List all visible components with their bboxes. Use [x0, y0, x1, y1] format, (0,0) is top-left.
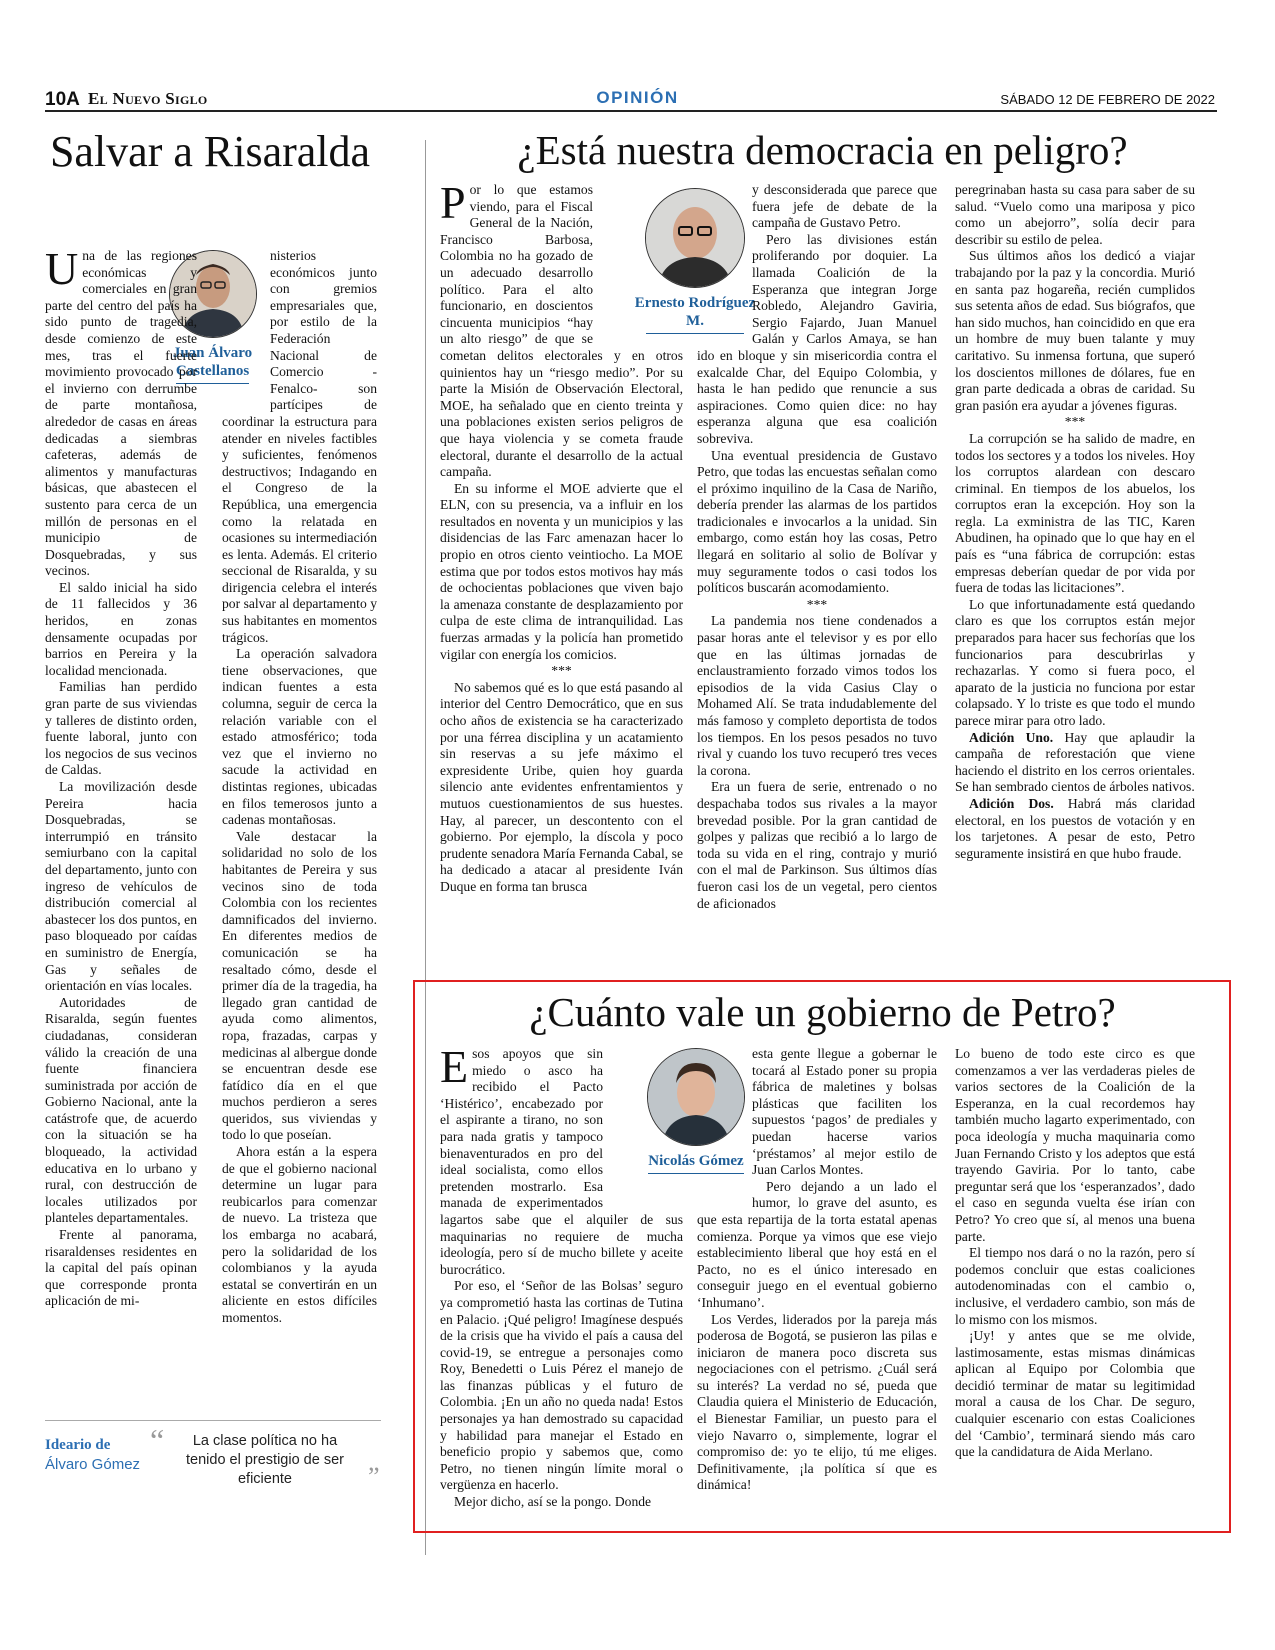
ideario-author: Álvaro Gómez: [45, 1456, 141, 1473]
open-quote-icon: “: [150, 1422, 165, 1458]
top-article-col-1: [440, 182, 683, 957]
paragraph: Una eventual presidencia de Gustavo Petro, que todas las encuestas señalan como el próximo inquilino de la Casa de Nariño, debería prender las alarmas de los partidos tradicionales e invocarlos a la unidad. Sin embargo, como están hoy las cosas, Petro llegará en solitario al solio de Bolívar y muy seguramente todos o casi todos los políticos buscarán acomodamiento.: [697, 447, 937, 596]
paragraph: La movilización desde Pereira hacia Dosquebradas, se interrumpió en tránsito semiurbano con la capital del departamento, junto con ingreso de vehículos de distribución comercial al abastecer los dos puntos, en paso bloqueado por caídas en suministro de Energía, Gas y señales de orientación en vías locales.: [45, 779, 197, 994]
paragraph: Familias han perdido gran parte de sus viviendas y talleres de distinto orden, fuente laboral, junto con los negocios de sus vecinos de Caldas.: [45, 679, 197, 778]
paragraph: Frente al panorama, risaraldenses residentes en la capital del país opinan que corresponde pronta aplicación de mi-: [45, 1227, 197, 1309]
page-number: 10A: [45, 89, 80, 110]
paragraph: Lo que infortunadamente está quedando claro es que los corruptos están mejor preparados para hacer sus fechorías que los funcionarios para descubrirlas y rechazarlas. Y como si fuera poco, el aparato de la justicia no funciona por estar colapsado. Y lo triste es que todo el mundo parece mirar para otro lado.: [955, 596, 1195, 728]
paragraph: Ahora están a la espera de que el gobierno nacional determine un lugar para reubicarlos para comenzar de nuevo. La tristeza que los embarga no acabará, pero la solidaridad de los colombianos y la ayuda estatal se convertirán en un aliciente en estos difíciles momentos.: [222, 1144, 377, 1325]
ideario-title: Ideario de: [45, 1437, 111, 1453]
issue-date: SÁBADO 12 DE FEBRERO DE 2022: [1000, 92, 1215, 107]
paragraph: La corrupción se ha salido de madre, en todos los sectores y a todos los niveles. Hoy los corruptos alardean con descaro criminal. En tiempos de los abuelos, los corruptos eran la excepción. Hoy son la regla. La exministra de las TIC, Karen Abudinen, ha opinado que lo que hay en el país es “una fábrica de corrupción: estas empresas deberían quedar de por vida por fuera de todas las licitaciones”.: [955, 430, 1195, 596]
headline-gobierno-petro: ¿Cuánto vale un gobierno de Petro?: [529, 989, 1116, 1035]
paragraph: Los Verdes, liderados por la pareja más poderosa de Bogotá, se pusieron las pilas e iniciaron de manera poco discreta sus negociaciones con el petrismo. ¿Cuál será su interés? La verdad no sé, pueda que Claudia quiera el Ministerio de Educación, el Bienestar Familiar, un puesto para el viejo Navarro o, simplemente, lograr el compromiso de: yo te elijo, tú me eliges. Definitivamente, ¡la política sí que es dinámica!: [697, 1311, 937, 1493]
drop-cap: E: [440, 1046, 469, 1092]
headline-democracia: ¿Está nuestra democracia en peligro?: [517, 127, 1128, 173]
paragraph: Mejor dicho, así se la pongo. Donde: [454, 1494, 652, 1510]
paragraph: Pero dejando a un lado el humor, lo grave del asunto, es que esta repartija de la torta estatal apenas comienza. Porque ya vimos que ese viejo establecimiento liberal que hoy está en el Pacto, no es el único interesado en conseguir juego en el eventual gobierno ‘Inhumano’.: [697, 1178, 937, 1310]
ideario-quote: La clase política no ha tenido el prestigio de ser eficiente: [186, 1433, 344, 1487]
close-quote-icon: ”: [368, 1462, 380, 1491]
bottom-article-col-2: [697, 1046, 937, 1526]
left-article-col-2: [222, 248, 377, 1408]
separator: ***: [1064, 414, 1086, 430]
paragraph: Esos apoyos que sin miedo o asco ha recibido el Pacto ‘Histérico’, encabezado por el aspirante a tirano, no son para nada gratis y tampoco bienaventurados en pro del ideal socialista, como ellos pretenden mostrarlo. Esa manada de experimentados lagartos sabe que el alquiler de sus maquinarias no requiere de mucha ideología, pero sí de mucho billete y aceite burocrático.: [440, 1046, 683, 1277]
paragraph: Pero las divisiones están proliferando por doquier. La llamada Coalición de la Esperanza que integran Jorge Robledo, Alejandro Gaviria, Sergio Fajardo, Juan Manuel Galán y Carlos Amaya, se han ido en bloque y sin misericordia contra el exalcalde Char, del Equipo Colombia, y hasta le han pedido que renuncie a sus aspiraciones. Como quien dice: no hay esperanza alguna que esa coalición sobreviva.: [697, 231, 937, 446]
paragraph: Sus últimos años los dedicó a viajar trabajando por la paz y la concordia. Murió en santa paz hogareña, recién cumplidos sus setenta años de edad. Sus biógrafos, que han sido muchos, han coincidido en que era un hombre de muy buen talante y muy caritativo. Su inmensa fortuna, que superó los doscientos millones de dólares, fue en gran parte dedicada a obras de caridad. Su gran pasión era ayudar a jóvenes figuras.: [955, 248, 1195, 413]
paragraph: La operación salvadora tiene observaciones, que indican fuentes a esta columna, seguir de cerca la relación variable con el estado atmosférico; toda vez que el invierno no sacude la actividad en distintas regiones, ubicadas en filos temerosos junto a cadenas montañosas.: [222, 646, 377, 828]
paragraph: esta gente llegue a gobernar le tocará al Estado poner su propia fábrica de maletines y bolsas plásticas que faciliten los supuestos ‘pagos’ de prediales y puedan hacerse varios ‘préstamos’ al mejor estilo de Juan Carlos Montes.: [752, 1046, 937, 1178]
paragraph: El saldo inicial ha sido de 11 fallecidos y 36 heridos, en zonas densamente ocupadas por barrios en Pereira y la localidad mencionada.: [45, 579, 197, 678]
drop-cap: U: [45, 248, 79, 294]
left-article-col-1: [45, 248, 197, 1408]
paragraph: Lo bueno de todo este circo es que comenzamos a ver las verdaderas pieles de varios sectores de la Coalición de la Esperanza, en la cual recordemos hay también mucho lagarto experimentado, con poca ideología y mucha maquinaria como Juan Fernando Cristo y los adeptos que está trayendo Gaviria. Por lo tanto, cabe preguntar será que los ‘esperanzados’, dado el caso en segunda vuelta ése irían con Petro? Yo creo que sí, al menos una buena parte.: [955, 1046, 1195, 1244]
paragraph: La pandemia nos tiene condenados a pasar horas ante el televisor y es por ello que en las últimas jornadas de enclaustramiento forzado vimos todos los episodios de la vida Casius Clay o Mohamed Alí. Se trata indudablemente del más famoso y completo deportista de todos los tiempos. En los pesos pesados no tuvo rival y cuando los tuvo recuperó tres veces la corona.: [697, 613, 937, 778]
paragraph: Adición Uno. Hay que aplaudir la campaña de reforestación que viene haciendo el distrito en los cerros orientales. Se han sembrado cientos de árboles nativos.: [955, 729, 1195, 795]
paragraph: Autoridades de Risaralda, según fuentes ciudadanas, consideran válido la creación de una fuente financiera suministrada por acción de Gobierno Nacional, ante la catástrofe que, de acuerdo con la situación se ha bloqueado, la actividad educativa en lo urbano y rural, con destrucción de locales utilizados por planteles departamentales.: [45, 994, 197, 1226]
paragraph: Por lo que estamos viendo, para el Fiscal General de la Nación, Francisco Barbosa, Colombia no ha gozado de un adecuado desarrollo político. Para el alto funcionario, en doscientos cincuenta municipios “hay un alto riesgo” de que se cometan delitos electorales y en otros quinientos hay un “riesgo medio”. Por su parte la Misión de Observación Electoral, MOE, ha señalado que en ciento treinta y una poblaciones existen serios peligros de que haya violencia y se cometa fraude electoral, durante el desarrollo de la actual campaña.: [440, 182, 683, 480]
paragraph: En su informe el MOE advierte que el ELN, con su presencia, va a influir en los resultados en noventa y un municipios y las disidencias de las Farc amenazan hacer lo propio en otros ciento veintiocho. La MOE estima que por todos estos motivos hay más de ochocientas poblaciones que viven bajo la amenaza constante de desplazamiento por culpa de este clima de intranquilidad. Las fuerzas armadas y la policía han prometido vigilar con energía los comicios.: [440, 480, 683, 662]
newspaper-name: El Nuevo Siglo: [88, 89, 208, 108]
bottom-article-col-1: [440, 1046, 683, 1526]
author-name: Juan Álvaro Castellanos: [172, 345, 253, 379]
paragraph: El tiempo nos dará o no la razón, pero sí podemos concluir que estas coaliciones autodenominadas con el cambio o, inclusive, el verdadero cambio, son más de lo mismo con los mismos.: [955, 1245, 1195, 1327]
author-name: Ernesto Rodríguez M.: [634, 295, 756, 329]
header-rule: [45, 110, 1217, 112]
paragraph: Vale destacar la solidaridad no solo de los habitantes de Pereira y sus vecinos sino de toda Colombia con los recientes damnificados del invierno. En diferentes medios de comunicación se ha resaltado cómo, desde el primer día de la tragedia, ha llegado gran cantidad de ayuda como alimentos, ropa, frazadas, carpas y medicinas al albergue donde se encuentran desde ese fatídico día en el que muchos perdieron a seres queridos, sus viviendas y todo lo que poseían.: [222, 828, 377, 1143]
paragraph: Por eso, el ‘Señor de las Bolsas’ seguro ya comprometió hasta las cortinas de Tutina en Palacio. ¡Qué peligro! Imagínese después de la crisis que ha vivido el país a causa del covid-19, se entregue a personajes como Roy, Benedetti o Luis Pérez el manejo de las finanzas públicas y el futuro de Colombia. ¡En un año no queda nada! Estos personajes ya han demostrado su capacidad y habilidad para manejar el Estado en beneficio propio y sabemos que, como Petro, no tienen ningún límite moral o vergüenza en hacerlo.: [440, 1278, 683, 1493]
paragraph: Adición Dos. Habrá más claridad electoral, en los puestos de votación y en los tarjetones. A pesar de esto, Petro seguramente insistirá en que hubo fraude.: [955, 795, 1195, 861]
paragraph: y desconsiderada que parece que fuera jefe de debate de la campaña de Gustavo Petro.: [752, 182, 937, 231]
section-title: OPINIÓN: [596, 88, 679, 107]
paragraph: ¡Uy! y antes que se me olvide, lastimosamente, estas mismas dinámicas aplican al Equipo por Colombia que decidió terminar de matar su legitimidad moral a causa de los Char. De seguro, cualquier escenario con estas Coaliciones del ‘Cambio’, terminará siendo más caro que la candidatura de Aida Merlano.: [955, 1328, 1195, 1460]
separator: ***: [551, 663, 572, 679]
author-name: Nicolás Gómez: [648, 1153, 744, 1169]
ideario-rule: [45, 1420, 381, 1421]
headline-salvar-risaralda: Salvar a Risaralda: [49, 127, 371, 176]
separator: ***: [806, 596, 828, 612]
top-article-col-3: [955, 182, 1195, 957]
paragraph: peregrinaban hasta su casa para saber de su salud. “Vuelo como una mariposa y pico como un abejorro”, solía decir para describir su estilo de pelea.: [955, 182, 1195, 247]
drop-cap: P: [440, 182, 466, 228]
paragraph: Una de las regiones económicas y comerciales en gran parte del centro del país ha sido punto de tragedia, desde comienzo de este mes, tras el fuerte movimiento provocado por el invierno con derrumbe de parte montañosa, alrededor de casas en áreas dedicadas a siembras cafeteras, además de alimentos y manufacturas básicas, que abastecen el sustento para cerca de un millón de personas en el municipio de Dosquebradas, y sus vecinos.: [45, 248, 197, 579]
paragraph: Era un fuera de serie, entrenado o no despachaba todos sus rivales a la mayor brevedad posible. Por la gran cantidad de golpes y palizas que recibió a lo largo de toda su vida en el ring, contrajo y murió con el mal de Parkinson. Sus últimos días fueron casi los de un vegetal, pero cientos de aficionados: [697, 779, 937, 911]
bottom-article-col-3: [955, 1046, 1195, 1526]
top-article-col-2: [697, 182, 937, 957]
paragraph: nisterios económicos junto con gremios empresariales que, por estilo de la Federación Nacional de Comercio -Fenalco- son partícipes de coordinar la estructura para atender en niveles factibles y suficientes, fenómenos destructivos; Indagando en el Congreso de la República, una emergencia como la relatada en ocasiones su intermediación es lenta. Además. El criterio seccional de Risaralda, y su dirigencia celebra el interés por salvar al departamento y sus habitantes en momentos trágicos.: [222, 248, 377, 645]
paragraph: No sabemos qué es lo que está pasando al interior del Centro Democrático, que en sus ocho años de existencia se ha caracterizado por una férrea disciplina y un acatamiento sin reservas a su jefe máximo el expresidente Uribe, quien hoy guarda silencio ante evidentes enfrentamientos y mutuos cuestionamientos de sus huestes. Hay, al parecer, un descontento con el gobierno. Por ejemplo, la díscola y poco prudente senadora María Fernanda Cabal, se ha dedicado a atacar al presidente Iván Duque en forma tan brusca: [440, 679, 683, 894]
